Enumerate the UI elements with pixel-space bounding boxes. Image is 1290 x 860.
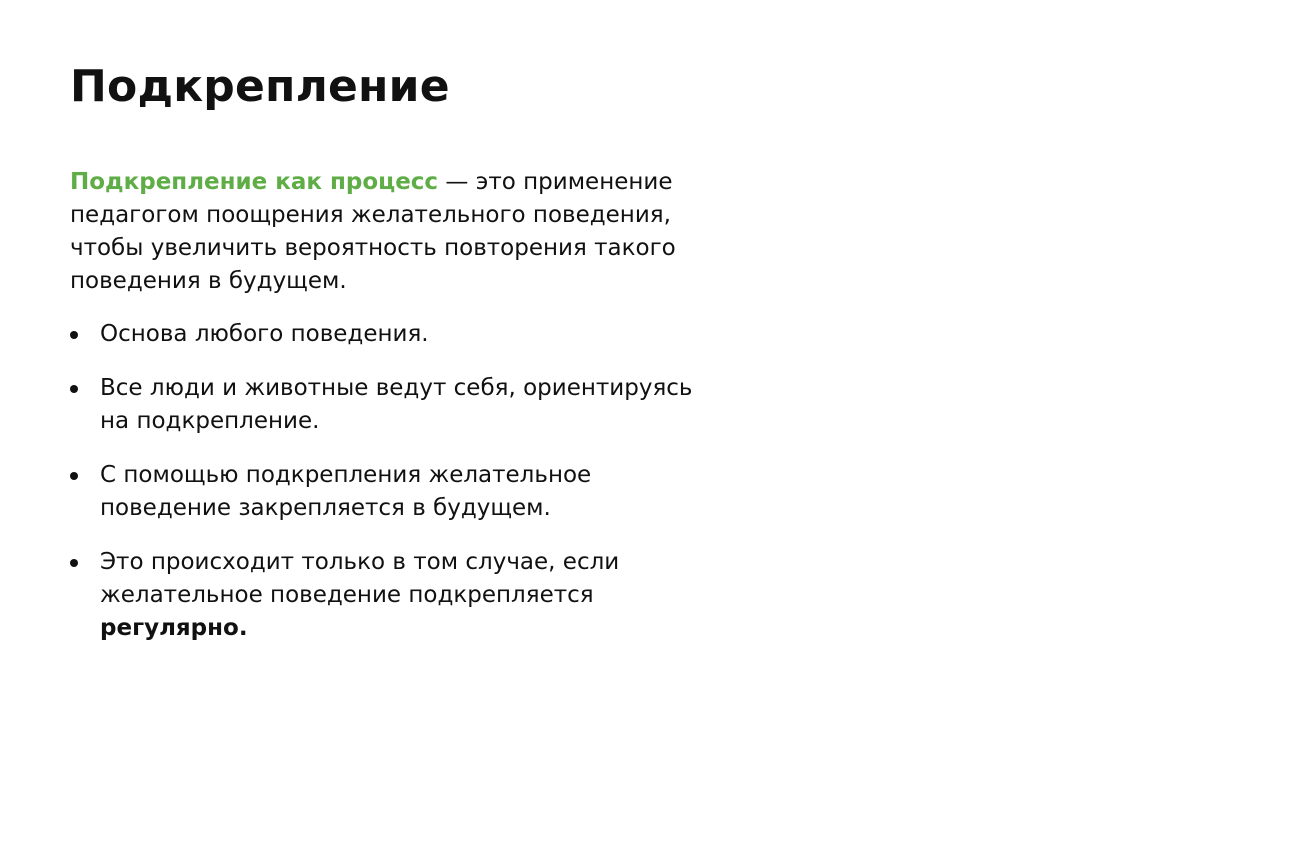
bullet-item xyxy=(70,372,710,438)
bullet-item xyxy=(70,546,710,645)
bullet-text: Все люди и животные ведут себя, ориентируясь на подкрепление. xyxy=(100,375,693,434)
intro-definition: — это применение педагогом поощрения желательного поведения, чтобы увеличить вероятность повторения такого поведения в будущем. xyxy=(70,169,676,294)
intro-paragraph xyxy=(70,166,730,298)
bullet-item xyxy=(70,318,710,351)
bullet-dot-icon xyxy=(70,472,78,480)
intro-term: Подкрепление как процесс xyxy=(70,169,439,195)
bullet-dot-icon xyxy=(70,331,78,339)
bullet-emphasis: регулярно. xyxy=(100,615,248,641)
bullet-text: С помощью подкрепления желательное поведение закрепляется в будущем. xyxy=(100,462,592,521)
bullet-dot-icon xyxy=(70,385,78,393)
bullet-text: Это происходит только в том случае, если желательное поведение подкрепляется xyxy=(100,549,620,608)
bullet-item xyxy=(70,459,710,525)
bullet-text: Основа любого поведения. xyxy=(100,321,429,347)
bullet-dot-icon xyxy=(70,559,78,567)
bullet-list xyxy=(70,318,710,666)
slide-title: Подкрепление xyxy=(70,61,450,112)
